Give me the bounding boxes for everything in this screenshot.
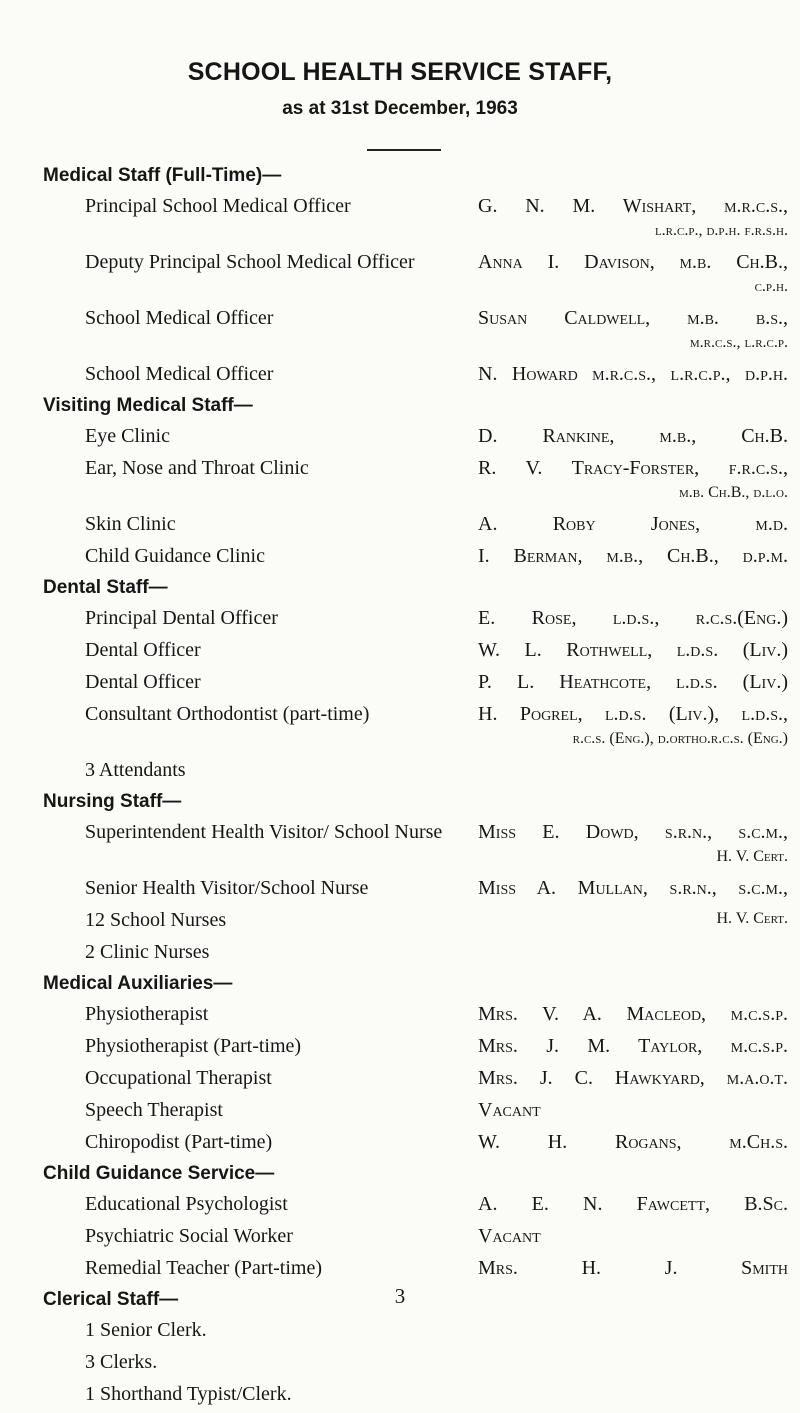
section-heading: Child Guidance Service— [43,1163,275,1184]
staff-holder [478,605,788,631]
staff-name: Anna I. Davison, m.b. Ch.B., [478,251,788,273]
staff-section [0,163,800,387]
staff-holder [478,511,788,537]
staff-holder [478,907,788,931]
staff-qualifications: H. V. Cert. [716,910,788,927]
staff-role: Chiropodist (Part-time) [85,1131,273,1153]
staff-role: 3 Attendants [85,759,186,781]
staff-row [0,305,800,355]
staff-role: Speech Therapist [85,1099,223,1121]
staff-holder [478,669,788,695]
staff-row [0,543,800,569]
staff-role: Ear, Nose and Throat Clinic [85,457,309,479]
staff-role: 12 School Nurses [85,909,227,931]
staff-row [0,1097,800,1123]
staff-name: Vacant [478,1099,541,1121]
staff-row [0,939,800,965]
staff-holder [478,1129,788,1155]
staff-role: Physiotherapist (Part-time) [85,1035,302,1057]
staff-row [0,669,800,695]
staff-row [0,423,800,449]
staff-row [0,1255,800,1281]
staff-row [0,701,800,751]
staff-name: I. Berman, m.b., Ch.B., d.p.m. [478,545,788,567]
staff-row [0,1381,800,1407]
staff-role: 1 Senior Clerk. [85,1319,207,1341]
staff-row [0,605,800,631]
staff-row [0,1001,800,1027]
staff-qualifications: H. V. Cert. [716,848,788,865]
staff-name: W. L. Rothwell, l.d.s. (Liv.) [478,639,788,661]
staff-row [0,455,800,505]
staff-name: G. N. M. Wishart, m.r.c.s., [478,195,788,217]
page-subtitle: as at 31st December, 1963 [282,98,518,119]
staff-row [0,637,800,663]
staff-name: H. Pogrel, l.d.s. (Liv.), l.d.s., [478,703,788,725]
title-divider [367,149,441,151]
staff-row [0,193,800,243]
staff-qualifications: c.p.h. [754,278,788,295]
staff-list [0,163,800,1413]
staff-role: Dental Officer [85,671,201,693]
staff-name: Miss A. Mullan, s.r.n., s.c.m., [478,877,788,899]
section-heading: Visiting Medical Staff— [43,395,253,416]
staff-name: Mrs. V. A. Macleod, m.c.s.p. [478,1003,788,1025]
staff-name: P. L. Heathcote, l.d.s. (Liv.) [478,671,788,693]
staff-role: Superintendent Health Visitor/ School Nurse [85,821,443,843]
staff-role: Skin Clinic [85,513,176,535]
staff-row [0,1223,800,1249]
staff-name: Vacant [478,1225,541,1247]
staff-role: Consultant Orthodontist (part-time) [85,703,370,725]
staff-holder [478,637,788,663]
staff-row [0,1191,800,1217]
staff-name: Mrs. H. J. Smith [478,1257,788,1279]
staff-name: Susan Caldwell, m.b. b.s., [478,307,788,329]
staff-name: Miss E. Dowd, s.r.n., s.c.m., [478,821,788,843]
staff-name: D. Rankine, m.b., Ch.B. [478,425,788,447]
staff-section [0,971,800,1155]
staff-name: A. E. N. Fawcett, B.Sc. [478,1193,788,1215]
staff-holder [478,249,788,299]
staff-name: E. Rose, l.d.s., r.c.s.(Eng.) [478,607,788,629]
staff-row [0,1349,800,1375]
section-heading: Dental Staff— [43,577,168,598]
staff-role: Occupational Therapist [85,1067,272,1089]
staff-role: Educational Psychologist [85,1193,288,1215]
staff-role: 3 Clerks. [85,1351,158,1373]
staff-role: Psychiatric Social Worker [85,1225,293,1247]
staff-holder [478,1223,788,1249]
staff-role: School Medical Officer [85,307,274,329]
staff-holder [478,875,788,901]
staff-role: Principal Dental Officer [85,607,278,629]
page-title: SCHOOL HEALTH SERVICE STAFF, [187,58,613,86]
staff-row [0,249,800,299]
staff-holder [478,423,788,449]
staff-section [0,393,800,569]
staff-role: Dental Officer [85,639,201,661]
staff-row [0,757,800,783]
staff-name: N. Howard m.r.c.s., l.r.c.p., d.p.h. [478,363,788,385]
staff-name: W. H. Rogans, m.Ch.s. [478,1131,788,1153]
section-heading: Medical Staff (Full-Time)— [43,165,282,186]
staff-holder [478,1191,788,1217]
staff-row [0,1065,800,1091]
staff-name: Mrs. J. M. Taylor, m.c.s.p. [478,1035,788,1057]
staff-role: Eye Clinic [85,425,170,447]
staff-role: Senior Health Visitor/School Nurse [85,877,369,899]
staff-holder [478,543,788,569]
staff-holder [478,701,788,751]
staff-section [0,789,800,965]
staff-qualifications: r.c.s. (Eng.), d.ortho.r.c.s. (Eng.) [572,730,788,747]
staff-holder [478,193,788,243]
staff-holder [478,819,788,869]
staff-section [0,1161,800,1281]
staff-row [0,1317,800,1343]
page-number: 3 [394,1284,406,1308]
staff-role: Child Guidance Clinic [85,545,265,567]
section-heading: Nursing Staff— [43,791,182,812]
staff-role: 1 Shorthand Typist/Clerk. [85,1383,292,1405]
staff-holder [478,1255,788,1281]
staff-holder [478,1033,788,1059]
staff-role: Remedial Teacher (Part-time) [85,1257,323,1279]
staff-role: Physiotherapist [85,1003,209,1025]
staff-row [0,1033,800,1059]
staff-holder [478,1065,788,1091]
staff-role: Principal School Medical Officer [85,195,351,217]
staff-holder [478,1097,788,1123]
staff-holder [478,305,788,355]
staff-holder [478,1001,788,1027]
staff-row [0,361,800,387]
staff-name: R. V. Tracy-Forster, f.r.c.s., [478,457,788,479]
section-heading: Clerical Staff— [43,1289,179,1310]
staff-name: Mrs. J. C. Hawkyard, m.a.o.t. [478,1067,788,1089]
staff-qualifications: l.r.c.p., d.p.h. f.r.s.h. [654,222,788,239]
staff-row [0,511,800,537]
staff-section [0,575,800,783]
staff-row [0,819,800,869]
section-heading: Medical Auxiliaries— [43,973,233,994]
staff-role: School Medical Officer [85,363,274,385]
staff-holder [478,455,788,505]
staff-role: Deputy Principal School Medical Officer [85,251,415,273]
staff-qualifications: m.r.c.s., l.r.c.p. [689,334,788,351]
staff-holder [478,361,788,387]
staff-role: 2 Clinic Nurses [85,941,210,963]
staff-row [0,1129,800,1155]
staff-qualifications: m.b. Ch.B., d.l.o. [678,484,788,501]
staff-name: A. Roby Jones, m.d. [478,513,788,535]
staff-row [0,907,800,933]
staff-row [0,875,800,901]
